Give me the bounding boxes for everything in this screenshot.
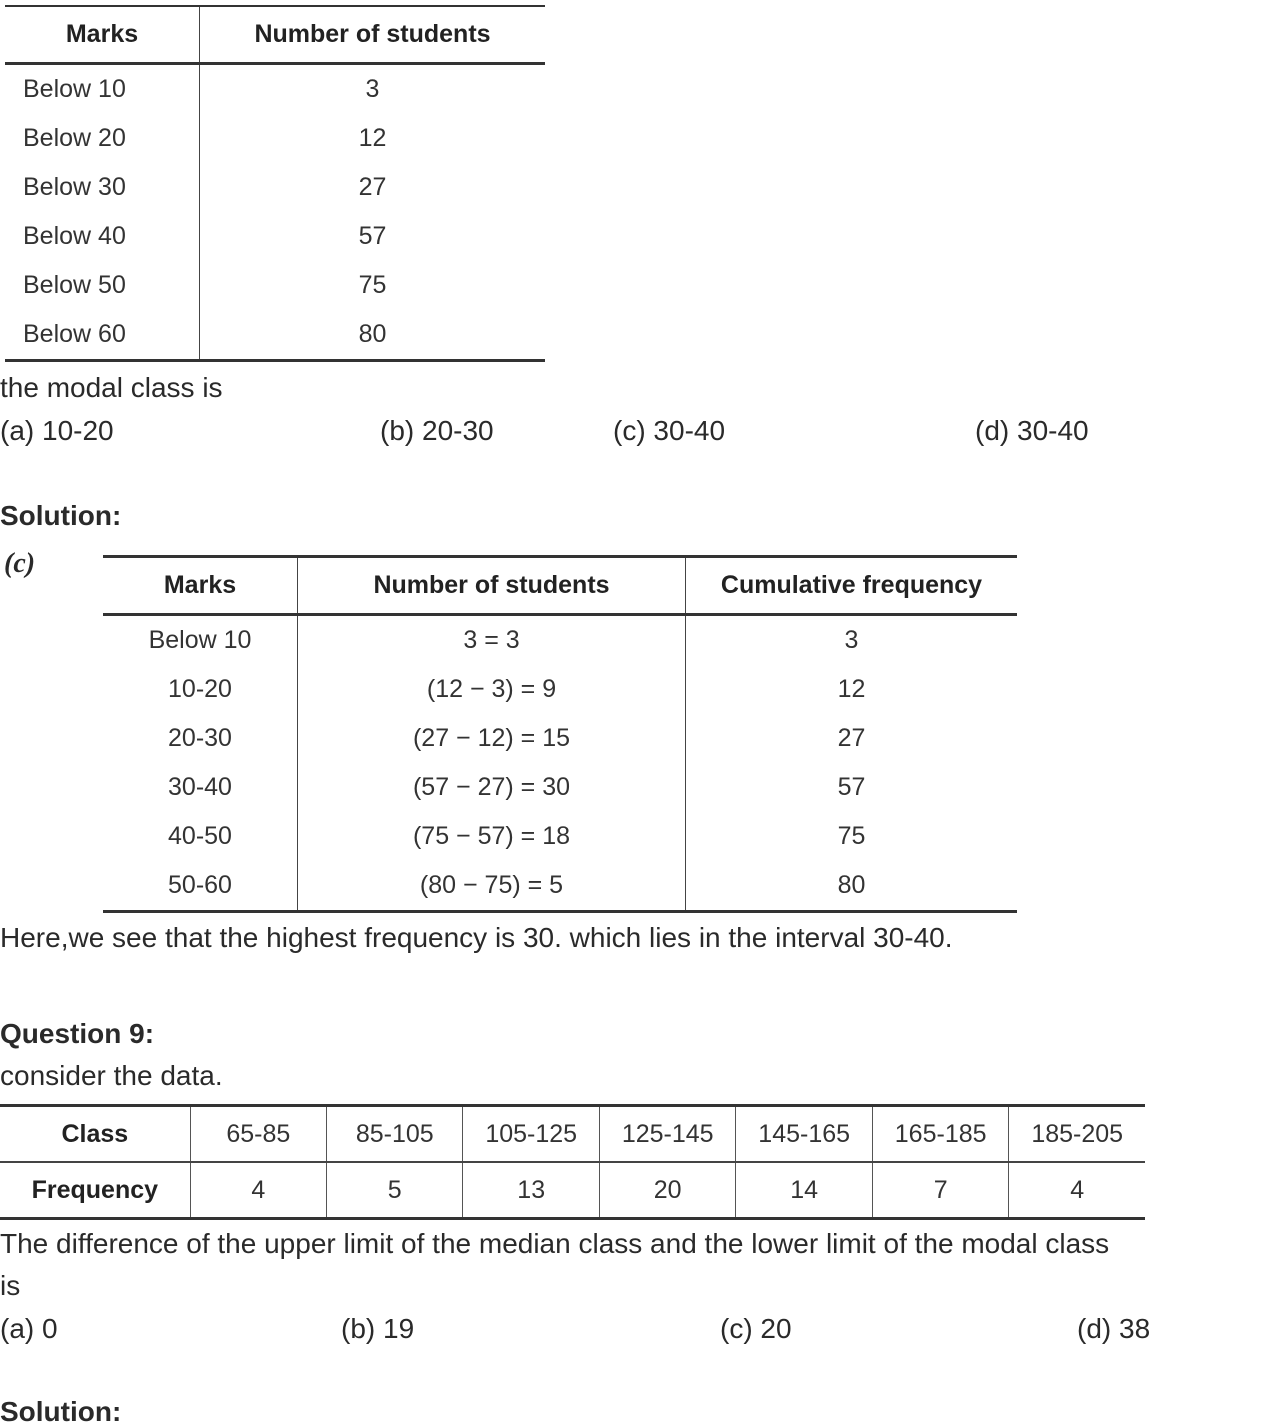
cell: 125-145 bbox=[599, 1106, 735, 1163]
cumulative-frequency-table bbox=[103, 555, 1017, 913]
cell: 3 bbox=[365, 75, 380, 103]
table-row bbox=[103, 665, 1017, 714]
table-row bbox=[103, 861, 1017, 912]
cell: 80 bbox=[837, 871, 866, 899]
table-row bbox=[5, 310, 545, 361]
question-prompt: the modal class is bbox=[0, 372, 223, 403]
cell: (75 − 57) = 18 bbox=[298, 812, 686, 861]
question-prompt-line1: The difference of the upper limit of the median class and the lower limit of the modal class bbox=[0, 1228, 1110, 1259]
cell: 20 bbox=[599, 1162, 735, 1219]
cell: 85-105 bbox=[327, 1106, 463, 1163]
cell: 185-205 bbox=[1009, 1106, 1145, 1163]
option-a: (a) 10-20 bbox=[0, 415, 114, 446]
cell: 105-125 bbox=[463, 1106, 599, 1163]
cell: Below 50 bbox=[5, 261, 200, 310]
cell: (27 − 12) = 15 bbox=[298, 714, 686, 763]
cell: Below 10 bbox=[103, 615, 298, 666]
explanation: Here,we see that the highest frequency is 30. which lies in the interval 30-40. bbox=[0, 922, 953, 953]
cell: 10-20 bbox=[103, 665, 298, 714]
cell: 165-185 bbox=[872, 1106, 1008, 1163]
option-c: (c) 30-40 bbox=[613, 415, 726, 446]
cell: (12 − 3) = 9 bbox=[298, 665, 686, 714]
frequency-row bbox=[0, 1162, 1145, 1219]
class-frequency-table bbox=[0, 1104, 1145, 1220]
option-a: (a) 0 bbox=[0, 1313, 58, 1344]
cell: 3 bbox=[844, 626, 859, 654]
cell: Below 10 bbox=[5, 64, 200, 115]
table-row bbox=[5, 212, 545, 261]
cell: 27 bbox=[837, 724, 866, 752]
question-intro: consider the data. bbox=[0, 1060, 223, 1091]
header-marks: Marks bbox=[103, 557, 298, 615]
cell: 50-60 bbox=[103, 861, 298, 912]
class-row bbox=[0, 1106, 1145, 1163]
cell: 80 bbox=[358, 320, 387, 348]
cell: 12 bbox=[837, 675, 866, 703]
option-d: (d) 30-40 bbox=[975, 415, 1089, 446]
table-row bbox=[5, 64, 545, 115]
solution-heading: Solution: bbox=[0, 1396, 122, 1427]
cell: 57 bbox=[358, 222, 387, 250]
row-label-frequency: Frequency bbox=[0, 1162, 190, 1219]
solution-heading: Solution: bbox=[0, 500, 122, 531]
cell: 57 bbox=[837, 773, 866, 801]
cell: 40-50 bbox=[103, 812, 298, 861]
header-marks: Marks bbox=[5, 6, 200, 64]
question-heading: Question 9: bbox=[0, 1018, 155, 1049]
cell: Below 30 bbox=[5, 163, 200, 212]
cell: 27 bbox=[358, 173, 387, 201]
cell: 7 bbox=[872, 1162, 1008, 1219]
cell: Below 40 bbox=[5, 212, 200, 261]
header-students: Number of students bbox=[200, 6, 546, 64]
cell: 13 bbox=[463, 1162, 599, 1219]
cell: Below 60 bbox=[5, 310, 200, 361]
table-row bbox=[103, 615, 1017, 666]
cell: 30-40 bbox=[103, 763, 298, 812]
cell: 4 bbox=[1070, 1175, 1085, 1204]
answer-label: (c) bbox=[4, 548, 36, 579]
header-cumulative: Cumulative frequency bbox=[686, 557, 1018, 615]
option-b: (b) 20-30 bbox=[380, 415, 494, 446]
table-row bbox=[103, 714, 1017, 763]
cell: 4 bbox=[190, 1162, 326, 1219]
row-label-class: Class bbox=[0, 1106, 190, 1163]
marks-table bbox=[5, 5, 545, 362]
header-students: Number of students bbox=[298, 557, 686, 615]
table-row bbox=[5, 114, 545, 163]
cell: 65-85 bbox=[190, 1106, 326, 1163]
table-row bbox=[103, 763, 1017, 812]
cell: (80 − 75) = 5 bbox=[298, 861, 686, 912]
cell: (57 − 27) = 30 bbox=[298, 763, 686, 812]
table-row bbox=[5, 163, 545, 212]
cell: 3 = 3 bbox=[298, 615, 686, 666]
table-row bbox=[103, 812, 1017, 861]
cell: Below 20 bbox=[5, 114, 200, 163]
cell: 12 bbox=[358, 124, 387, 152]
option-d: (d) 38 bbox=[1077, 1313, 1151, 1344]
option-c: (c) 20 bbox=[720, 1313, 792, 1344]
cell: 14 bbox=[736, 1162, 872, 1219]
cell: 145-165 bbox=[736, 1106, 872, 1163]
option-b: (b) 19 bbox=[341, 1313, 415, 1344]
cell: 75 bbox=[358, 271, 387, 299]
cell: 20-30 bbox=[103, 714, 298, 763]
cell: 5 bbox=[327, 1162, 463, 1219]
table-row bbox=[5, 261, 545, 310]
question-prompt-line2: is bbox=[0, 1270, 21, 1301]
cell: 75 bbox=[837, 822, 866, 850]
